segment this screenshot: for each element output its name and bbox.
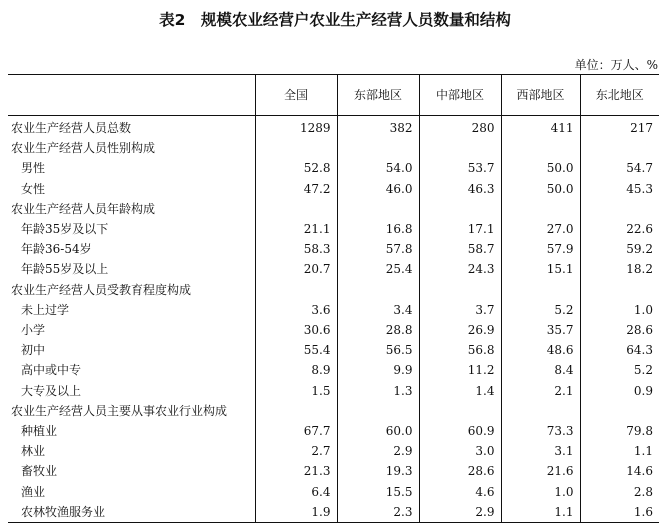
value-cell: 2.9 xyxy=(419,502,501,523)
column-header: 东北地区 xyxy=(580,75,659,116)
table-body xyxy=(8,116,659,523)
row-label: 未上过学 xyxy=(21,302,70,317)
value-cell: 22.6 xyxy=(580,219,659,239)
table-row xyxy=(8,158,659,178)
value-cell: 1.1 xyxy=(580,441,659,461)
value-cell: 0.9 xyxy=(580,381,659,401)
value-cell: 20.7 xyxy=(255,259,337,279)
table-row xyxy=(8,179,659,199)
value-cell: 2.7 xyxy=(255,441,337,461)
table-row xyxy=(8,502,659,523)
table-row xyxy=(8,219,659,239)
value-cell: 1.0 xyxy=(580,300,659,320)
value-cell: 14.6 xyxy=(580,461,659,481)
row-label: 年龄36-54岁 xyxy=(21,242,92,257)
row-label: 渔业 xyxy=(21,484,46,499)
value-cell: 280 xyxy=(419,116,501,139)
value-cell: 73.3 xyxy=(501,421,580,441)
row-label: 初中 xyxy=(21,343,46,358)
value-cell: 411 xyxy=(501,116,580,139)
data-table xyxy=(8,74,659,523)
value-cell: 28.6 xyxy=(580,320,659,340)
value-cell: 3.1 xyxy=(501,441,580,461)
value-cell xyxy=(501,138,580,158)
value-cell: 50.0 xyxy=(501,158,580,178)
value-cell xyxy=(419,199,501,219)
value-cell: 2.3 xyxy=(337,502,419,523)
value-cell: 53.7 xyxy=(419,158,501,178)
row-label: 小学 xyxy=(21,323,46,338)
value-cell xyxy=(580,401,659,421)
value-cell: 4.6 xyxy=(419,482,501,502)
value-cell: 9.9 xyxy=(337,360,419,380)
value-cell: 8.4 xyxy=(501,360,580,380)
value-cell: 56.5 xyxy=(337,340,419,360)
value-cell: 19.3 xyxy=(337,461,419,481)
value-cell xyxy=(580,199,659,219)
row-label: 年龄55岁及以上 xyxy=(21,262,109,277)
value-cell: 64.3 xyxy=(580,340,659,360)
table-row xyxy=(8,421,659,441)
value-cell xyxy=(337,199,419,219)
row-label: 女性 xyxy=(21,181,46,196)
value-cell: 60.0 xyxy=(337,421,419,441)
value-cell: 3.6 xyxy=(255,300,337,320)
value-cell xyxy=(419,401,501,421)
value-cell: 52.8 xyxy=(255,158,337,178)
value-cell xyxy=(337,401,419,421)
column-header: 全国 xyxy=(255,75,337,116)
value-cell: 50.0 xyxy=(501,179,580,199)
value-cell: 1.4 xyxy=(419,381,501,401)
row-label: 农业生产经营人员受教育程度构成 xyxy=(11,282,192,297)
value-cell: 28.6 xyxy=(419,461,501,481)
value-cell: 2.1 xyxy=(501,381,580,401)
table-row xyxy=(8,138,659,158)
value-cell xyxy=(255,138,337,158)
table-row xyxy=(8,280,659,300)
value-cell xyxy=(501,401,580,421)
value-cell xyxy=(255,280,337,300)
value-cell: 46.0 xyxy=(337,179,419,199)
value-cell: 1.9 xyxy=(255,502,337,523)
row-label: 年龄35岁及以下 xyxy=(21,222,109,237)
header-row xyxy=(8,75,659,116)
table-row xyxy=(8,199,659,219)
value-cell: 54.0 xyxy=(337,158,419,178)
value-cell: 24.3 xyxy=(419,259,501,279)
value-cell: 1.6 xyxy=(580,502,659,523)
table-row xyxy=(8,482,659,502)
value-cell: 15.5 xyxy=(337,482,419,502)
table-row xyxy=(8,259,659,279)
value-cell: 55.4 xyxy=(255,340,337,360)
table-row xyxy=(8,461,659,481)
value-cell: 3.4 xyxy=(337,300,419,320)
value-cell: 1289 xyxy=(255,116,337,139)
value-cell: 8.9 xyxy=(255,360,337,380)
value-cell: 5.2 xyxy=(580,360,659,380)
table-title: 表2 规模农业经营户农业生产经营人员数量和结构 xyxy=(159,11,511,29)
value-cell: 58.7 xyxy=(419,239,501,259)
value-cell: 1.3 xyxy=(337,381,419,401)
table-row xyxy=(8,340,659,360)
value-cell: 3.7 xyxy=(419,300,501,320)
row-label: 林业 xyxy=(21,444,46,459)
value-cell xyxy=(255,401,337,421)
table-row xyxy=(8,441,659,461)
value-cell: 67.7 xyxy=(255,421,337,441)
value-cell xyxy=(501,199,580,219)
value-cell: 60.9 xyxy=(419,421,501,441)
row-label: 农业生产经营人员性别构成 xyxy=(11,141,156,156)
value-cell: 47.2 xyxy=(255,179,337,199)
value-cell: 2.9 xyxy=(337,441,419,461)
value-cell: 17.1 xyxy=(419,219,501,239)
table-row xyxy=(8,381,659,401)
unit-note: 单位：万人、% xyxy=(574,58,658,72)
value-cell: 16.8 xyxy=(337,219,419,239)
value-cell: 382 xyxy=(337,116,419,139)
value-cell: 1.1 xyxy=(501,502,580,523)
row-label: 种植业 xyxy=(21,424,58,439)
row-label: 畜牧业 xyxy=(21,464,58,479)
value-cell: 18.2 xyxy=(580,259,659,279)
value-cell: 57.9 xyxy=(501,239,580,259)
row-label: 大专及以上 xyxy=(21,383,82,398)
value-cell: 25.4 xyxy=(337,259,419,279)
row-label: 农林牧渔服务业 xyxy=(8,502,255,523)
column-header: 西部地区 xyxy=(501,75,580,116)
value-cell: 1.0 xyxy=(501,482,580,502)
value-cell: 58.3 xyxy=(255,239,337,259)
value-cell: 21.1 xyxy=(255,219,337,239)
row-label: 高中或中专 xyxy=(21,363,82,378)
table-row xyxy=(8,116,659,139)
row-label: 农业生产经营人员总数 xyxy=(11,121,132,135)
value-cell: 28.8 xyxy=(337,320,419,340)
table-row xyxy=(8,360,659,380)
value-cell: 6.4 xyxy=(255,482,337,502)
value-cell: 27.0 xyxy=(501,219,580,239)
column-header: 中部地区 xyxy=(419,75,501,116)
value-cell: 21.3 xyxy=(255,461,337,481)
value-cell: 56.8 xyxy=(419,340,501,360)
value-cell: 30.6 xyxy=(255,320,337,340)
value-cell: 79.8 xyxy=(580,421,659,441)
column-header: 东部地区 xyxy=(337,75,419,116)
value-cell: 3.0 xyxy=(419,441,501,461)
value-cell: 54.7 xyxy=(580,158,659,178)
value-cell: 46.3 xyxy=(419,179,501,199)
table-row xyxy=(8,239,659,259)
value-cell: 45.3 xyxy=(580,179,659,199)
value-cell: 11.2 xyxy=(419,360,501,380)
value-cell: 15.1 xyxy=(501,259,580,279)
value-cell xyxy=(337,138,419,158)
value-cell xyxy=(419,138,501,158)
row-label: 农业生产经营人员主要从事农业行业构成 xyxy=(11,403,228,418)
header-label-cell xyxy=(8,75,255,116)
value-cell xyxy=(501,280,580,300)
value-cell: 59.2 xyxy=(580,239,659,259)
table-row xyxy=(8,401,659,421)
value-cell xyxy=(580,280,659,300)
value-cell: 217 xyxy=(580,116,659,139)
value-cell: 57.8 xyxy=(337,239,419,259)
value-cell: 2.8 xyxy=(580,482,659,502)
value-cell xyxy=(337,280,419,300)
value-cell: 26.9 xyxy=(419,320,501,340)
value-cell: 1.5 xyxy=(255,381,337,401)
value-cell: 5.2 xyxy=(501,300,580,320)
row-label: 男性 xyxy=(21,161,46,176)
value-cell: 35.7 xyxy=(501,320,580,340)
value-cell: 48.6 xyxy=(501,340,580,360)
table-row xyxy=(8,320,659,340)
value-cell xyxy=(580,138,659,158)
value-cell: 21.6 xyxy=(501,461,580,481)
table-row xyxy=(8,300,659,320)
value-cell xyxy=(255,199,337,219)
row-label: 农业生产经营人员年龄构成 xyxy=(11,201,156,216)
value-cell xyxy=(419,280,501,300)
